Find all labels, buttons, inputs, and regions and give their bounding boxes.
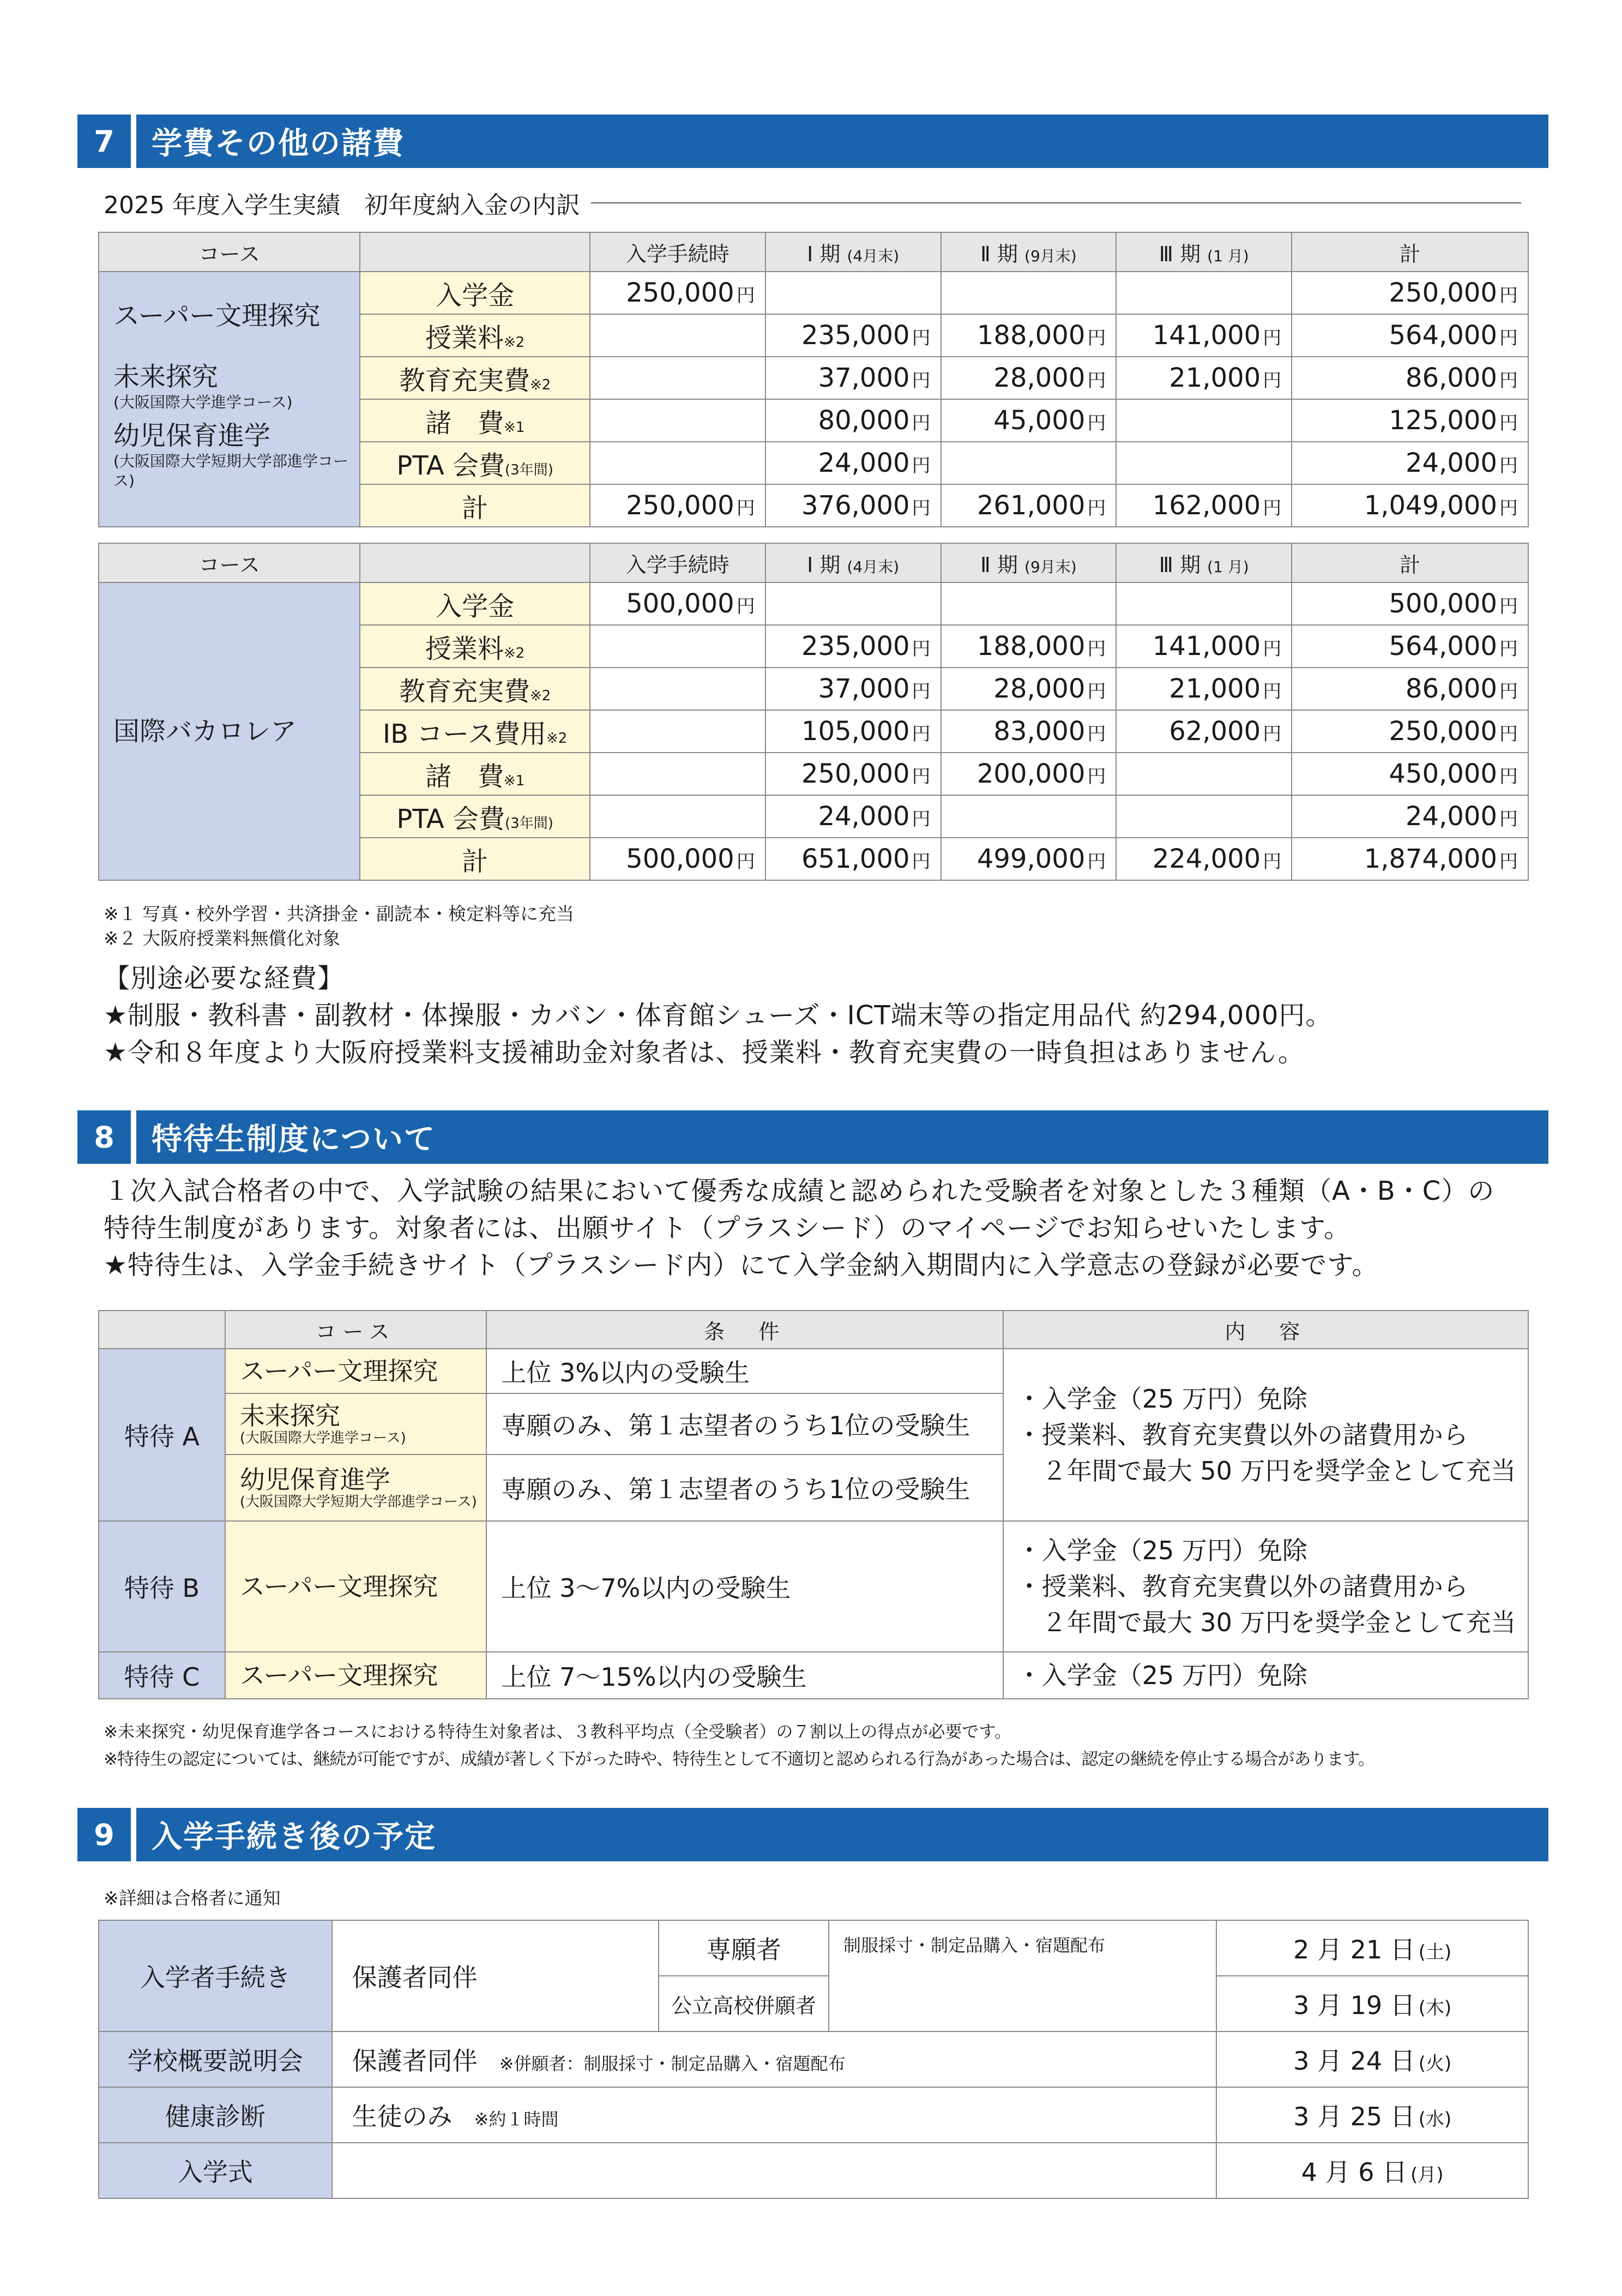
content-line: ・入学金（25 万円）免除 xyxy=(1016,1536,1307,1565)
condition-cell: 専願のみ、第１志望者のうち1位の受験生 xyxy=(486,1454,1003,1521)
amount-cell: 500,000 円 xyxy=(590,838,765,880)
group-b-label: 特待 B xyxy=(99,1521,225,1652)
group-c-label: 特待 C xyxy=(99,1652,225,1699)
amount-cell xyxy=(765,272,941,314)
attendance: 生徒のみ ※約１時間 xyxy=(332,2087,1217,2143)
amount-cell xyxy=(941,795,1117,838)
condition-cell: 上位 3〜7%以内の受験生 xyxy=(486,1521,1003,1652)
amount-cell xyxy=(590,668,765,710)
fee-item: 計 xyxy=(360,484,590,527)
course-subname: (大阪国際大学短期大学部進学コース) xyxy=(113,452,348,490)
amount-cell: 162,000 円 xyxy=(1116,484,1292,527)
amount-cell xyxy=(941,442,1117,484)
amount-cell xyxy=(590,314,765,357)
amount-cell xyxy=(1116,442,1292,484)
amount-cell xyxy=(590,442,765,484)
amount-cell: 24,000 円 xyxy=(765,442,941,484)
content-line: ２年間で最大 30 万円を奨学金として充当 xyxy=(1016,1608,1516,1637)
fee-table-ib xyxy=(98,543,1529,881)
extra-costs xyxy=(104,960,1332,1071)
date-cell: 2 月 21 日 (土) xyxy=(1216,1920,1528,1976)
section-divider xyxy=(131,115,136,168)
amount-cell: 261,000 円 xyxy=(941,484,1117,527)
subtitle-rule xyxy=(591,202,1521,203)
scholarship-note-2: ※特待生の認定については、継続が可能ですが、成績が著しく下がった時や、特待生として不適切と認められる行為があった場合は、認定の継続を停止する場合があります。 xyxy=(104,1750,1374,1769)
amount-cell: 250,000 円 xyxy=(1292,272,1528,314)
amount-cell: 1,049,000 円 xyxy=(1292,484,1528,527)
row-label: 健康診断 xyxy=(99,2087,332,2143)
row-label: 入学式 xyxy=(99,2143,332,2198)
extra-cost-line-2: ★令和８年度より大阪府授業料支援補助金対象者は、授業料・教育充実費の一時負担はありません。 xyxy=(104,1037,1305,1068)
amount-cell xyxy=(590,795,765,838)
amount-cell: 500,000 円 xyxy=(590,582,765,625)
section-title: 入学手続き後の予定 xyxy=(152,1819,436,1855)
fee-item: IB コース費用※2 xyxy=(360,710,590,753)
amount-cell: 62,000 円 xyxy=(1116,710,1292,753)
amount-cell: 86,000 円 xyxy=(1292,668,1528,710)
content-line: ・入学金（25 万円）免除 xyxy=(1016,1384,1307,1414)
amount-cell xyxy=(590,625,765,668)
col-period-3: Ⅲ 期 (1 月) xyxy=(1116,232,1292,272)
amount-cell xyxy=(1116,795,1292,838)
section-number: 7 xyxy=(94,124,114,159)
fee-header-row xyxy=(99,232,1528,272)
amount-cell: 250,000 円 xyxy=(590,484,765,527)
section-number: 9 xyxy=(94,1817,114,1852)
date-cell: 3 月 24 日 (火) xyxy=(1216,2031,1528,2087)
row-label: 入学者手続き xyxy=(99,1920,332,2031)
amount-cell: 37,000 円 xyxy=(765,668,941,710)
fee-subtitle-text: 2025 年度入学生実績 初年度納入金の内訳 xyxy=(104,191,580,219)
group-b-content xyxy=(1003,1521,1528,1652)
amount-cell: 450,000 円 xyxy=(1292,753,1528,795)
course-name: スーパー文理探究 xyxy=(113,300,321,331)
amount-cell xyxy=(1116,582,1292,625)
group-c-content xyxy=(1003,1652,1528,1699)
amount-cell xyxy=(941,582,1117,625)
amount-cell: 45,000 円 xyxy=(941,399,1117,442)
group-a-label: 特待 A xyxy=(99,1349,225,1521)
fee-header-row xyxy=(99,543,1528,582)
course-cell: スーパー文理探究 xyxy=(225,1349,487,1393)
section-title: 学費その他の諸費 xyxy=(152,126,405,161)
fee-item: 授業料※2 xyxy=(360,625,590,668)
amount-cell: 21,000 円 xyxy=(1116,357,1292,399)
amount-cell xyxy=(1116,399,1292,442)
intro-line-3: ★特待生は、入学金手続きサイト（プラスシード内）にて入学金納入期間内に入学意志の登録が必要です。 xyxy=(104,1250,1379,1281)
attendance: 保護者同伴 ※併願者：制服採寸・制定品購入・宿題配布 xyxy=(332,2031,1217,2087)
group-a-content xyxy=(1003,1349,1528,1521)
date-cell: 4 月 6 日 (月) xyxy=(1216,2143,1528,2198)
fee-item: 諸 費※1 xyxy=(360,399,590,442)
col-item xyxy=(360,232,590,272)
col-content: 内 容 xyxy=(1003,1311,1528,1349)
course-name: 未来探究 xyxy=(113,362,219,392)
tag-sengan: 専願者 xyxy=(659,1920,829,1976)
table-row xyxy=(99,2087,1528,2143)
scholarship-table xyxy=(98,1310,1529,1699)
fee-item: 教育充実費※2 xyxy=(360,357,590,399)
course-cell: 幼児保育進学 (大阪国際大学短期大学部進学コース) xyxy=(225,1454,487,1521)
fee-note-2: ※２ 大阪府授業料無償化対象 xyxy=(104,928,341,949)
col-total: 計 xyxy=(1292,232,1528,272)
table-row xyxy=(99,582,1528,625)
amount-cell xyxy=(765,582,941,625)
amount-cell: 37,000 円 xyxy=(765,357,941,399)
table-row xyxy=(99,2143,1528,2198)
amount-cell xyxy=(590,710,765,753)
content-line: ・授業料、教育充実費以外の諸費用から xyxy=(1016,1572,1468,1601)
table-row xyxy=(99,2031,1528,2087)
amount-cell: 141,000 円 xyxy=(1116,625,1292,668)
fee-item: 教育充実費※2 xyxy=(360,668,590,710)
amount-cell: 651,000 円 xyxy=(765,838,941,880)
extra-cost-line-1: ★制服・教科書・副教材・体操服・カバン・体育館シューズ・ICT端末等の指定用品代 約294,000円。 xyxy=(104,1000,1332,1031)
amount-cell: 235,000 円 xyxy=(765,314,941,357)
course-cell: 未来探究 (大阪国際大学進学コース) xyxy=(225,1393,487,1454)
date-cell: 3 月 25 日 (水) xyxy=(1216,2087,1528,2143)
amount-cell: 250,000 円 xyxy=(590,272,765,314)
amount-cell: 141,000 円 xyxy=(1116,314,1292,357)
course-cell xyxy=(99,582,360,880)
amount-cell: 188,000 円 xyxy=(941,314,1117,357)
row-label: 学校概要説明会 xyxy=(99,2031,332,2087)
empty-cell xyxy=(332,2143,1217,2198)
extra-costs-title: 【別途必要な経費】 xyxy=(104,963,345,994)
amount-cell: 83,000 円 xyxy=(941,710,1117,753)
amount-cell: 376,000 円 xyxy=(765,484,941,527)
col-course: コース xyxy=(225,1311,487,1349)
intro-line-2: 特待生制度があります。対象者には、出願サイト（プラスシード）のマイページでお知らせいたします。 xyxy=(104,1213,1351,1243)
amount-cell xyxy=(590,357,765,399)
amount-cell: 564,000 円 xyxy=(1292,625,1528,668)
schedule-note: ※詳細は合格者に通知 xyxy=(104,1888,281,1909)
section-8-header xyxy=(77,1110,1548,1164)
content-line: ２年間で最大 50 万円を奨学金として充当 xyxy=(1016,1456,1516,1486)
amount-cell: 28,000 円 xyxy=(941,357,1117,399)
amount-cell: 24,000 円 xyxy=(1292,795,1528,838)
col-period-2: Ⅱ 期 (9月末) xyxy=(941,543,1117,582)
amount-cell: 1,874,000 円 xyxy=(1292,838,1528,880)
amount-cell: 188,000 円 xyxy=(941,625,1117,668)
amount-cell: 24,000 円 xyxy=(1292,442,1528,484)
section-title: 特待生制度について xyxy=(152,1122,436,1157)
amount-cell: 80,000 円 xyxy=(765,399,941,442)
scholarship-intro xyxy=(104,1173,1494,1284)
fee-item: 諸 費※1 xyxy=(360,753,590,795)
course-subname: (大阪国際大学進学コース) xyxy=(113,393,293,411)
fee-item: 授業料※2 xyxy=(360,314,590,357)
section-divider xyxy=(131,1808,136,1861)
amount-cell: 105,000 円 xyxy=(765,710,941,753)
scholarship-note-1: ※未来探究・幼児保育進学各コースにおける特待生対象者は、３教科平均点（全受験者）の７割以上の得点が必要です。 xyxy=(104,1722,1011,1742)
fee-note-1: ※１ 写真・校外学習・共済掛金・副読本・検定料等に充当 xyxy=(104,903,575,924)
col-period-2: Ⅱ 期 (9月末) xyxy=(941,232,1117,272)
procedure-detail: 制服採寸・制定品購入・宿題配布 xyxy=(829,1920,1216,2031)
section-divider xyxy=(131,1110,136,1164)
col-course: コース xyxy=(99,232,360,272)
col-entry: 入学手続時 xyxy=(590,543,765,582)
amount-cell: 21,000 円 xyxy=(1116,668,1292,710)
course-name: 国際バカロレア xyxy=(113,716,297,747)
fee-item: 入学金 xyxy=(360,272,590,314)
col-entry: 入学手続時 xyxy=(590,232,765,272)
col-group xyxy=(99,1311,225,1349)
fee-table-general xyxy=(98,232,1529,527)
table-row xyxy=(99,1521,1528,1652)
section-number: 8 xyxy=(94,1120,114,1155)
intro-line-1: １次入試合格者の中で、入学試験の結果において優秀な成績と認められた受験者を対象とした３種類（A・B・C）の xyxy=(104,1176,1495,1206)
amount-cell xyxy=(941,272,1117,314)
amount-cell: 200,000 円 xyxy=(941,753,1117,795)
content-line: ・入学金（25 万円）免除 xyxy=(1016,1661,1307,1690)
col-period-1: Ⅰ 期 (4月末) xyxy=(765,543,941,582)
amount-cell xyxy=(590,753,765,795)
scholarship-header-row xyxy=(99,1311,1528,1349)
fee-item: PTA 会費(3年間) xyxy=(360,795,590,838)
section-9-header xyxy=(77,1808,1548,1861)
table-row xyxy=(99,1349,1528,1393)
col-condition: 条 件 xyxy=(486,1311,1003,1349)
condition-cell: 専願のみ、第１志望者のうち1位の受験生 xyxy=(486,1393,1003,1454)
col-period-3: Ⅲ 期 (1 月) xyxy=(1116,543,1292,582)
course-cell: スーパー文理探究 xyxy=(225,1652,487,1699)
attendance: 保護者同伴 xyxy=(332,1920,659,2031)
amount-cell: 500,000 円 xyxy=(1292,582,1528,625)
amount-cell: 250,000 円 xyxy=(765,753,941,795)
table-row xyxy=(99,1920,1528,1976)
amount-cell: 86,000 円 xyxy=(1292,357,1528,399)
table-row xyxy=(99,272,1528,314)
amount-cell xyxy=(590,399,765,442)
content-line: ・授業料、教育充実費以外の諸費用から xyxy=(1016,1420,1468,1450)
fee-item: 計 xyxy=(360,838,590,880)
amount-cell xyxy=(1116,753,1292,795)
amount-cell: 224,000 円 xyxy=(1116,838,1292,880)
col-period-1: Ⅰ 期 (4月末) xyxy=(765,232,941,272)
table-row xyxy=(99,1652,1528,1699)
condition-cell: 上位 3%以内の受験生 xyxy=(486,1349,1003,1393)
amount-cell: 564,000 円 xyxy=(1292,314,1528,357)
amount-cell: 125,000 円 xyxy=(1292,399,1528,442)
course-cell: スーパー文理探究 xyxy=(225,1521,487,1652)
amount-cell: 28,000 円 xyxy=(941,668,1117,710)
amount-cell: 499,000 円 xyxy=(941,838,1117,880)
date-cell: 3 月 19 日 (木) xyxy=(1216,1976,1528,2031)
col-item xyxy=(360,543,590,582)
section-7-header xyxy=(77,115,1548,168)
condition-cell: 上位 7〜15%以内の受験生 xyxy=(486,1652,1003,1699)
amount-cell: 250,000 円 xyxy=(1292,710,1528,753)
fee-item: 入学金 xyxy=(360,582,590,625)
amount-cell: 24,000 円 xyxy=(765,795,941,838)
fee-subtitle xyxy=(104,185,1521,220)
course-name: 幼児保育進学 xyxy=(113,420,271,451)
col-course: コース xyxy=(99,543,360,582)
amount-cell: 235,000 円 xyxy=(765,625,941,668)
tag-heigan: 公立高校併願者 xyxy=(659,1976,829,2031)
amount-cell xyxy=(1116,272,1292,314)
col-total: 計 xyxy=(1292,543,1528,582)
schedule-table xyxy=(98,1920,1529,2199)
course-cell xyxy=(99,272,360,527)
fee-item: PTA 会費(3年間) xyxy=(360,442,590,484)
